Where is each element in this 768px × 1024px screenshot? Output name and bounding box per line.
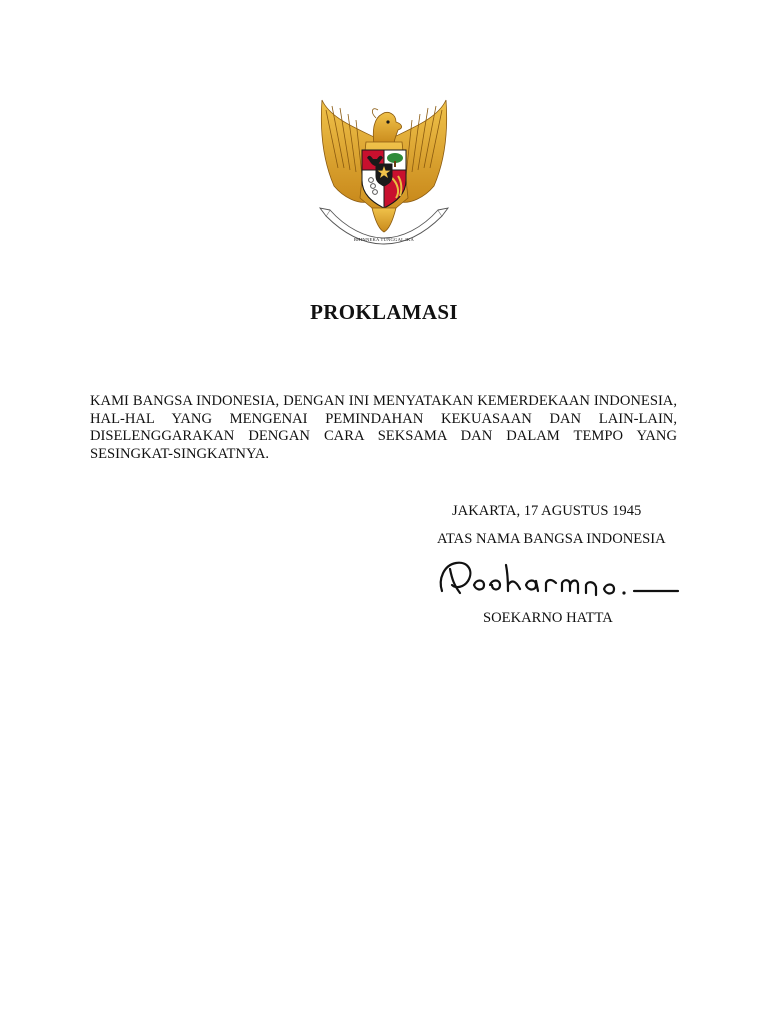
garuda-pancasila-emblem bbox=[316, 98, 452, 248]
motto-text: BHINNEKA TUNGGAL IKA bbox=[353, 237, 415, 242]
place-date: JAKARTA, 17 AGUSTUS 1945 bbox=[452, 503, 642, 519]
signature bbox=[434, 555, 682, 605]
signatories: SOEKARNO HATTA bbox=[483, 610, 613, 626]
on-behalf-line: ATAS NAMA BANGSA INDONESIA bbox=[437, 531, 666, 547]
proclamation-body: KAMI BANGSA INDONESIA, DENGAN INI MENYATAKAN KEMERDEKAAN INDONESIA, HAL-HAL YANG MENGENAI PEMINDAHAN KEKUASAAN DAN LAIN-LAIN, DISELENGGARAKAN DENGAN CARA SEKSAMA DAN DALAM TEMPO YANG SESINGKAT-SINGKATNYA. bbox=[90, 393, 677, 463]
page-title: PROKLAMASI bbox=[310, 300, 458, 324]
